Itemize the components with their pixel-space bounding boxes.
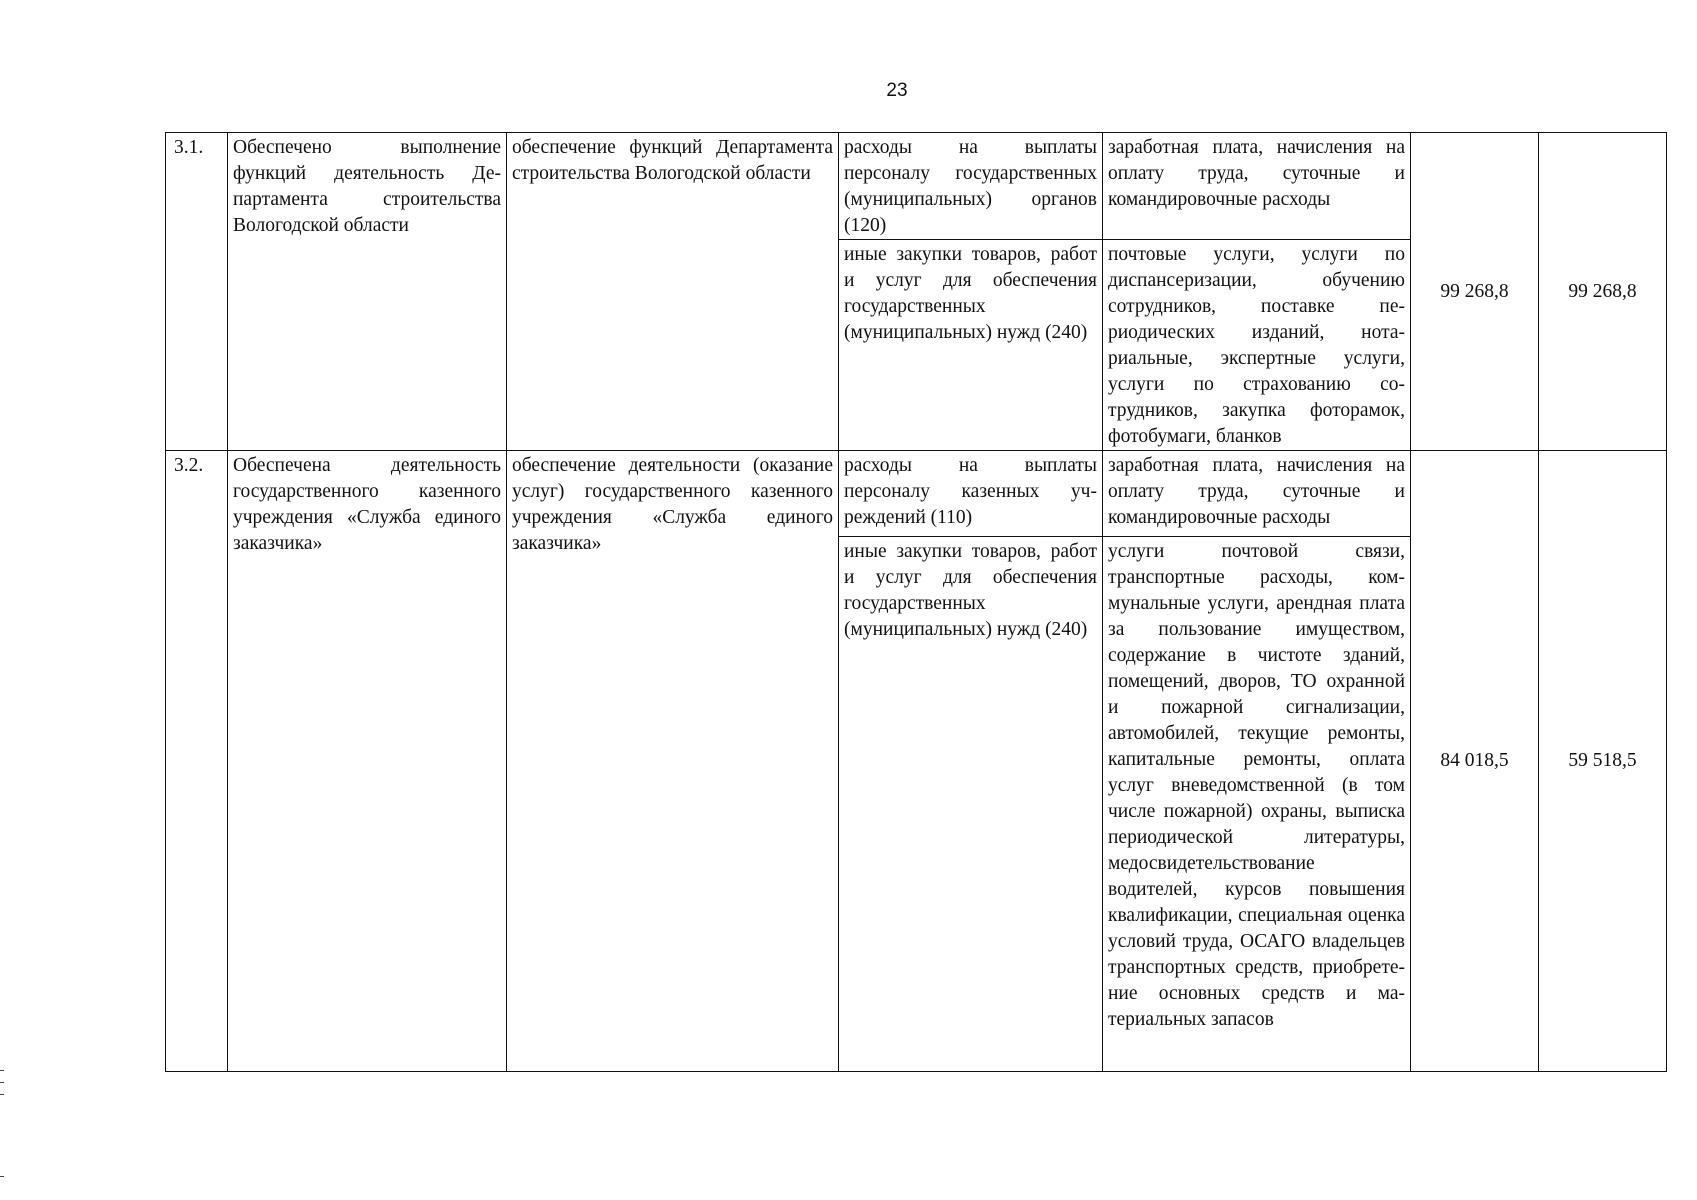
expense-type-cell: расходы на выплаты персоналу государственных (муниципальных) органов (120)	[839, 133, 1103, 240]
margin-mark	[0, 1176, 4, 1177]
result-cell: Обеспечено выполнение функций деятельность Департамента строительства Вологодской области	[228, 133, 507, 451]
activity-cell: обеспечение деятельности (оказание услуг) государственного казенного учреждения «Служба единого заказчика»	[507, 451, 839, 1072]
amount-cell: 99 268,8	[1411, 133, 1539, 451]
result-cell: Обеспечена деятельность государственного казенного учреждения «Служба единого заказчика»	[228, 451, 507, 1072]
expense-items-cell: заработная плата, начисления на оплату труда, суточные и командировочные расходы	[1103, 133, 1411, 240]
amount-cell: 84 018,5	[1411, 451, 1539, 1072]
expense-items-cell: заработная плата, начисления на оплату труда, суточные и командировочные расходы	[1103, 451, 1411, 537]
expense-type-cell: иные закупки товаров, работ и услуг для обеспечения государственных (муниципальных) нужд (240)	[839, 240, 1103, 451]
expense-type-cell: расходы на выплаты персоналу казенных учреждений (110)	[839, 451, 1103, 537]
table-row	[166, 133, 1667, 240]
margin-mark	[0, 1094, 4, 1095]
margin-mark	[0, 1070, 4, 1071]
page-number: 23	[886, 80, 908, 101]
activity-cell: обеспечение функций Департамента строительства Вологодской области	[507, 133, 839, 451]
table-row	[166, 451, 1667, 537]
row-index: 3.1.	[166, 133, 228, 451]
margin-mark	[0, 1082, 4, 1083]
row-index: 3.2.	[166, 451, 228, 1072]
budget-table	[165, 132, 1667, 1072]
amount-cell: 59 518,5	[1539, 451, 1667, 1072]
expense-items-cell: услуги почтовой связи, транспортные расходы, коммунальные услуги, арендная плата за пользование имуществом, содержание в чистоте зданий, помещений, дворов, ТО охранной и пожарной сигнализации, автомобилей, текущие ремонты, капитальные ремонты, оплата услуг вневедомственной (в том числе пожарной) охраны, выписка периодической литературы, медосвидетельствование водителей, курсов повышения квалификации, специальная оценка условий труда, ОСАГО владельцев транспортных средств, приобретение основных средств и материальных запасов	[1103, 537, 1411, 1072]
expense-type-cell: иные закупки товаров, работ и услуг для обеспечения государственных (муниципальных) нужд (240)	[839, 537, 1103, 1072]
expense-items-cell: почтовые услуги, услуги по диспансеризации, обучению сотрудников, поставке периодических изданий, нотариальные, экспертные услуги, услуги по страхованию сотрудников, закупка фоторамок, фотобумаги, бланков	[1103, 240, 1411, 451]
amount-cell: 99 268,8	[1539, 133, 1667, 451]
